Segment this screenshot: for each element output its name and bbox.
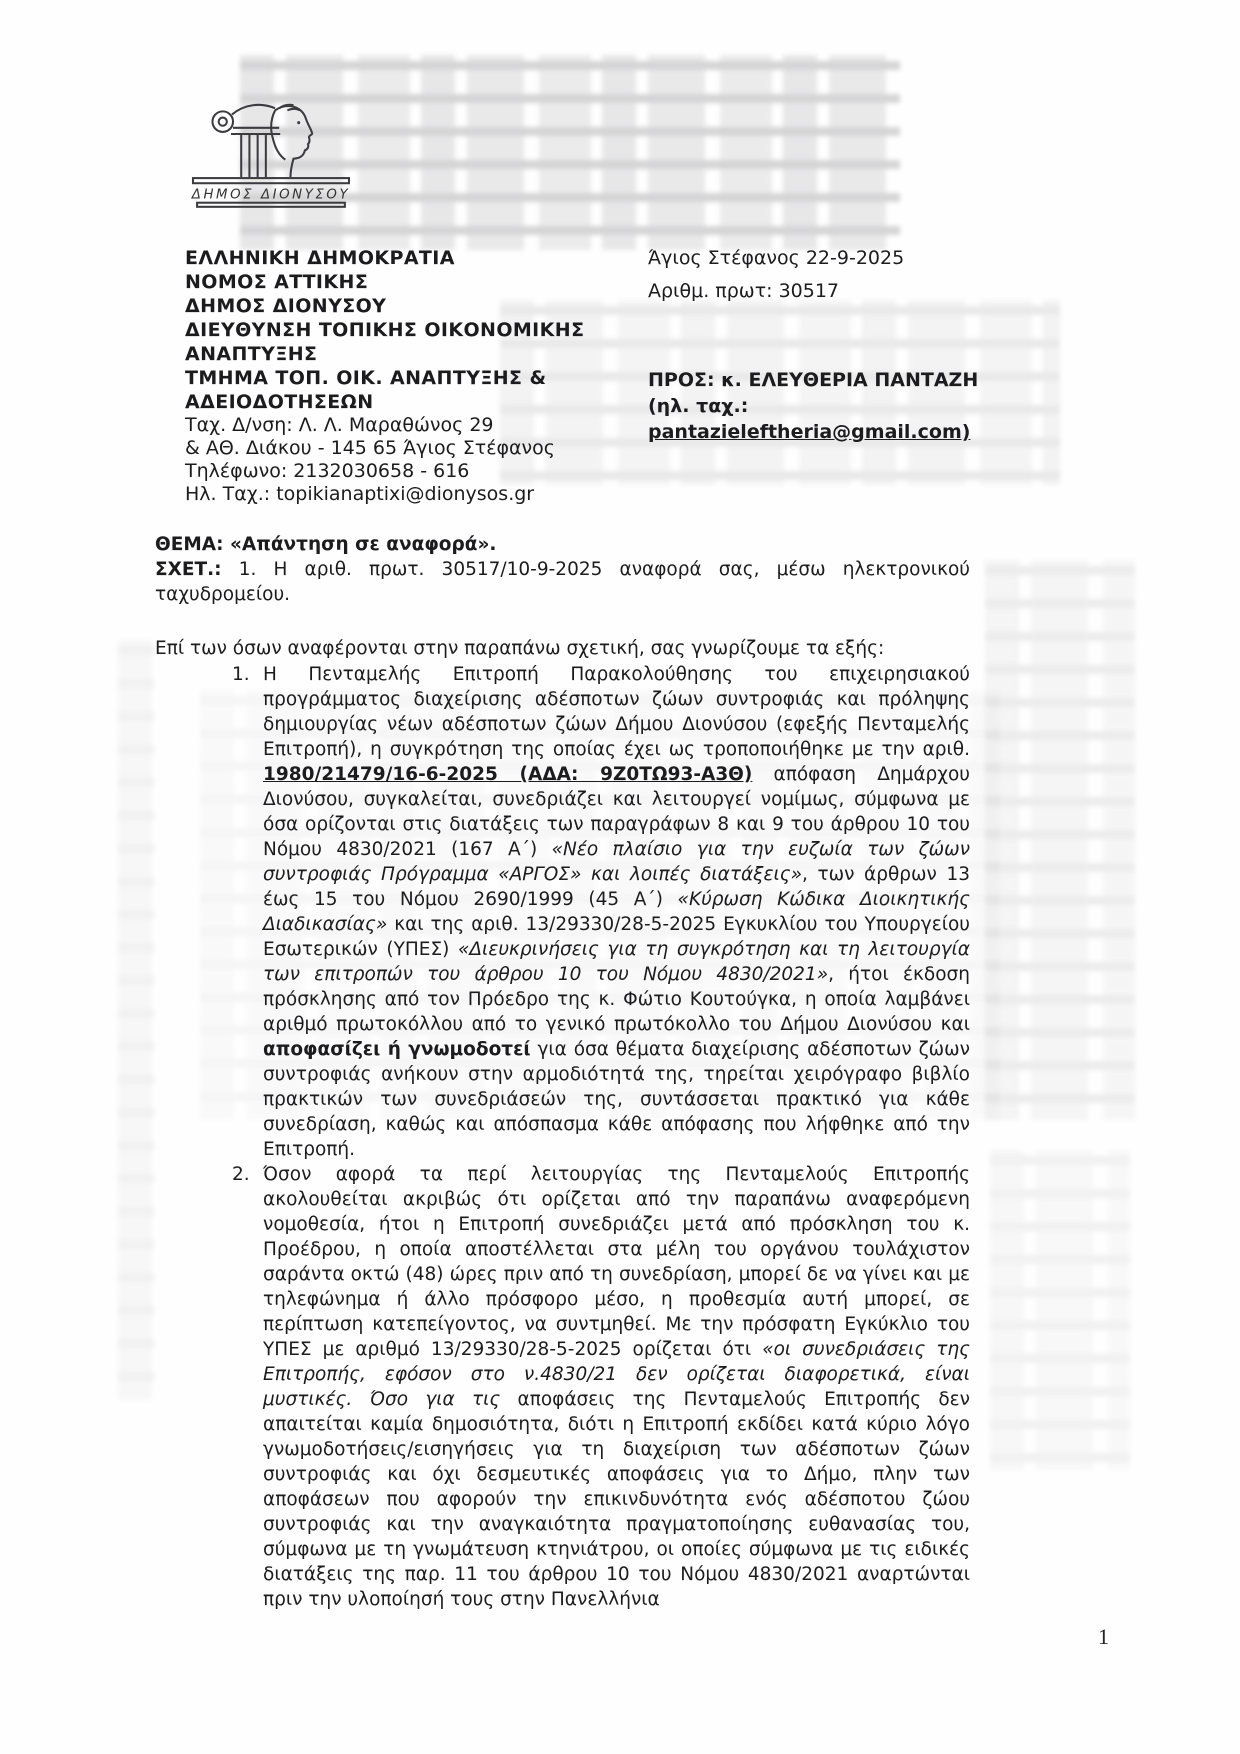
protocol-number: Αριθμ. πρωτ: 30517 [648,280,840,302]
subject-block [155,532,970,607]
dionysos-emblem-icon [182,96,362,214]
sender-block [185,246,645,506]
sender-line: ΑΔΕΙΟΔΟΤΗΣΕΩΝ [185,391,374,413]
place-date: Άγιος Στέφανος 22-9-2025 [648,247,905,269]
list-item [155,1162,970,1612]
sender-address-line: & ΑΘ. Διάκου - 145 65 Άγιος Στέφανος [185,437,555,459]
bleed-through-artifact [118,640,154,1400]
list-item-text: Όσον αφορά τα περί λειτουργίας της Πενταμελούς Επιτροπής ακολουθείται ακριβώς ότι ορίζεται από την παραπάνω αναφερόμενη νομοθεσία, ήτοι η Επιτροπή συνεδριάζει μετά από πρόσκληση του κ. Προέδρου, η οποία αποστέλλεται στα μέλη του οργάνου τουλάχιστον σαράντα οκτώ (48) ώρες πριν από τη συνεδρίαση, μπορεί δε να γίνει και με τηλεφώνημα ή άλλο πρόσφορο μέσο, η προθεσμία αυτή μπορεί, σε περίπτωση κατεπείγοντος, να συντμηθεί. Με την πρόσφατη Εγκύκλιο του ΥΠΕΣ με αριθμό 13/29330/28-5-2025 ορίζεται ότι «οι συνεδριάσεις της Επιτροπής, εφόσον στο ν.4830/21 δεν ορίζεται διαφορετικά, είναι μυστικές. Όσο για τις αποφάσεις της Πενταμελούς Επιτροπής δεν απαιτείται καμία δημοσιότητα, διότι η Επιτροπή εκδίδει κατά κύριο λόγο γνωμοδοτήσεις/εισηγήσεις για τη διαχείριση των αδέσποτων ζώων συντροφιάς και όχι δεσμευτικές αποφάσεις για το Δήμο, πλην των αποφάσεων που αφορούν την επικινδυνότητα ενός αδέσποτου ζώου συντροφιάς και την αναγκαιότητα πραγματοποίησης ευθανασίας του, σύμφωνα με τη γνωμάτευση κτηνιάτρου, οι οποίες σύμφωνα με τις ειδικές διατάξεις της παρ. 11 του άρθρου 10 του Νόμου 4830/2021 αναρτώνται πριν την υλοποίησή τους στην Πανελλήνια [263,1164,970,1610]
recipient-email: pantazieleftheria@gmail.com) [648,421,971,443]
sender-line: ΕΛΛΗΝΙΚΗ ΔΗΜΟΚΡΑΤΙΑ [185,247,455,269]
page-number: 1 [1098,1624,1109,1649]
reference-block [648,246,1078,445]
recipient-block [648,367,1078,445]
letter-body [155,636,970,1612]
logo-caption: ΔΗΜΟΣ ΔΙΟΝΥΣΟΥ [191,187,351,203]
municipality-logo [182,96,362,214]
sender-line: ΑΝΑΠΤΥΞΗΣ [185,343,318,365]
bleed-through-artifact [985,560,1135,1120]
sender-phone-line: Τηλέφωνο: 2132030658 - 616 [185,460,470,482]
list-item-number: 1. [232,664,250,685]
sender-line: ΝΟΜΟΣ ΑΤΤΙΚΗΣ [185,271,369,293]
sender-email-line: Ηλ. Ταχ.: topikianaptixi@dionysos.gr [185,483,535,505]
related-label: ΣΧΕΤ.: [155,559,222,580]
bleed-through-artifact [990,1150,1130,1470]
subject-text: «Απάντηση σε αναφορά». [223,534,497,555]
recipient-email-label: (ηλ. ταχ.: [648,395,749,417]
sender-line: ΔΙΕΥΘΥΝΣΗ ΤΟΠΙΚΗΣ ΟΙΚΟΝΟΜΙΚΗΣ [185,319,585,341]
body-intro: Επί των όσων αναφέρονται στην παραπάνω σχετική, σας γνωρίζουμε τα εξής: [155,638,885,659]
recipient-name: ΠΡΟΣ: κ. ΕΛΕΥΘΕΡΙΑ ΠΑΝΤΑΖΗ [648,369,979,391]
list-item-text: Η Πενταμελής Επιτροπή Παρακολούθησης του επιχειρησιακού προγράμματος διαχείρισης αδέσποτων ζώων συντροφιάς και πρόληψης δημιουργίας νέων αδέσποτων ζώων Δήμου Διονύσου (εφεξής Πενταμελής Επιτροπή), η συγκρότηση της οποίας έχει ως τροποποιήθηκε με την αριθ. 1980/21479/16-6-2025 (ΑΔΑ: 9Ζ0ΤΩ93-Α3Θ) απόφαση Δημάρχου Διονύσου, συγκαλείται, συνεδριάζει και λειτουργεί νομίμως, σύμφωνα με όσα ορίζονται στις διατάξεις των παραγράφων 8 και 9 του άρθρου 10 του Νόμου 4830/2021 (167 Α΄) «Νέο πλαίσιο για την ευζωία των ζώων συντροφιάς Πρόγραμμα «ΑΡΓΟΣ» και λοιπές διατάξεις», των άρθρων 13 έως 15 του Νόμου 2690/1999 (45 Α΄) «Κύρωση Κώδικα Διοικητικής Διαδικασίας» και της αριθ. 13/29330/28-5-2025 Εγκυκλίου του Υπουργείου Εσωτερικών (ΥΠΕΣ) «Διευκρινήσεις για τη συγκρότηση και τη λειτουργία των επιτροπών του άρθρου 10 του Νόμου 4830/2021», ήτοι έκδοση πρόσκλησης από τον Πρόεδρο της κ. Φώτιο Κουτούγκα, η οποία λαμβάνει αριθμό πρωτοκόλλου από το γενικό πρωτόκολλο του Δήμου Διονύσου και αποφασίζει ή γνωμοδοτεί για όσα θέματα διαχείρισης αδέσποτων ζώων συντροφιάς ανήκουν στην αρμοδιότητά της, τηρείται χειρόγραφο βιβλίο πρακτικών των συνεδριάσεών της, συντάσσεται πρακτικό για κάθε συνεδρίαση, καθώς και απόσπασμα κάθε απόφασης που λήφθηκε από την Επιτροπή. [263,664,971,1160]
subject-label: ΘΕΜΑ: [155,534,224,555]
sender-line: ΔΗΜΟΣ ΔΙΟΝΥΣΟΥ [185,295,387,317]
subject-line [155,532,970,557]
list-item [155,662,970,1162]
related-text: 1. Η αριθ. πρωτ. 30517/10-9-2025 αναφορά σας, μέσω ηλεκτρονικού ταχυδρομείου. [155,559,970,605]
sender-line: ΤΜΗΜΑ ΤΟΠ. ΟΙΚ. ΑΝΑΠΤΥΞΗΣ & [185,367,547,389]
list-item-number: 2. [232,1164,250,1185]
related-line [155,557,970,607]
sender-address-line: Ταχ. Δ/νση: Λ. Λ. Μαραθώνος 29 [185,414,494,436]
